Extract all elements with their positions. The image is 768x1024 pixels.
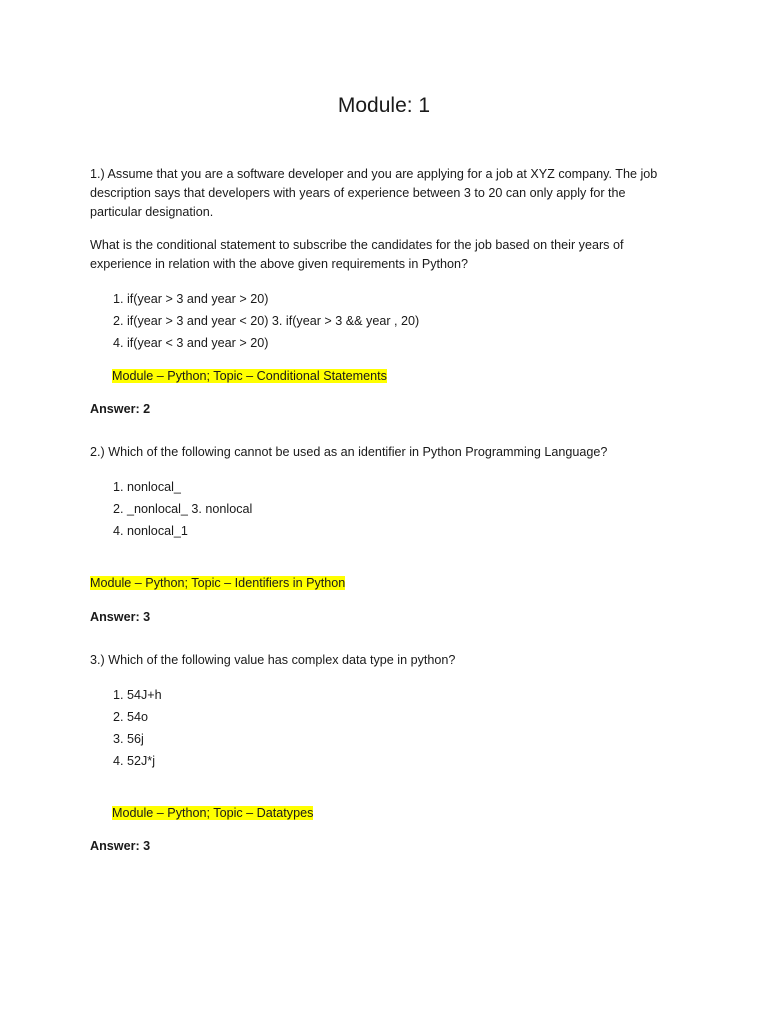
q2-answer: Answer: 3: [90, 610, 151, 624]
q1-text-line: 1.) Assume that you are a software developer and you are applying for a job at XYZ company. The job: [90, 167, 658, 181]
q3-option-line: 1. 54J+h: [113, 688, 162, 702]
q2-module-highlight: Module – Python; Topic – Identifiers in Python: [90, 576, 346, 590]
q3-answer: Answer: 3: [90, 839, 151, 853]
q2-option-line: 2. _nonlocal_ 3. nonlocal: [113, 502, 253, 516]
q1-module-highlight: Module – Python; Topic – Conditional Statements: [112, 369, 387, 383]
q1-text-line: particular designation.: [90, 205, 214, 219]
q1-option-line: 2. if(year > 3 and year < 20) 3. if(year > 3 && year , 20): [113, 314, 420, 328]
q1-text-line: description says that developers with years of experience between 3 to 20 can only apply for the: [90, 186, 626, 200]
q2-option-line: 1. nonlocal_: [113, 480, 181, 494]
q2-text: 2.) Which of the following cannot be used as an identifier in Python Programming Language?: [90, 445, 608, 459]
page-title: Module: 1: [337, 94, 431, 117]
q1-answer: Answer: 2: [90, 402, 151, 416]
q1-question-line: experience in relation with the above given requirements in Python?: [90, 257, 469, 271]
q3-option-line: 2. 54o: [113, 710, 149, 724]
q3-text: 3.) Which of the following value has complex data type in python?: [90, 653, 456, 667]
q3-option-line: 4. 52J*j: [113, 754, 156, 768]
q3-module-highlight: Module – Python; Topic – Datatypes: [112, 806, 314, 820]
q2-option-line: 4. nonlocal_1: [113, 524, 188, 538]
q3-option-line: 3. 56j: [113, 732, 144, 746]
q1-option-line: 4. if(year < 3 and year > 20): [113, 336, 269, 350]
q1-option-line: 1. if(year > 3 and year > 20): [113, 292, 269, 306]
q1-question-line: What is the conditional statement to subscribe the candidates for the job based on their years of: [90, 238, 624, 252]
